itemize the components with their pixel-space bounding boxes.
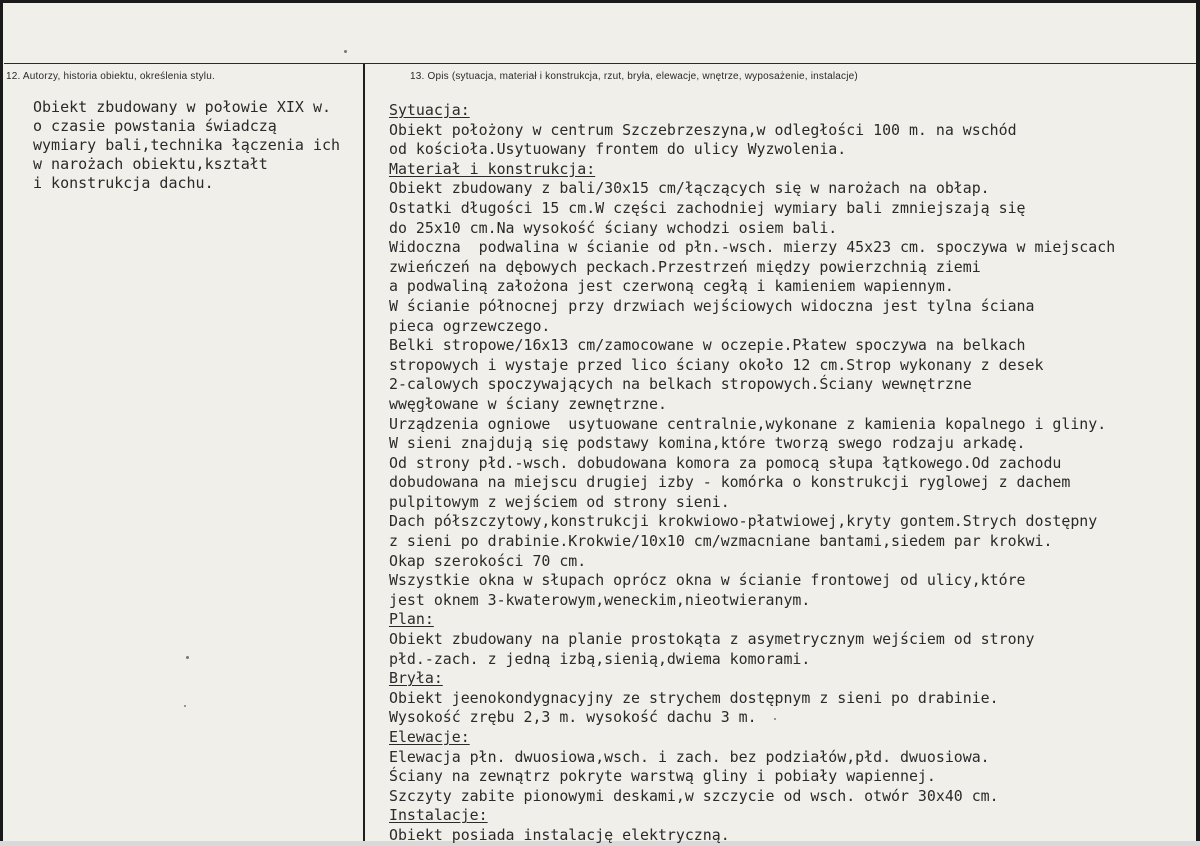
description-line: do 25x10 cm.Na wysokość ściany wchodzi osiem bali. (389, 218, 838, 237)
description-line: zwieńczeń na dębowych peckach.Przestrzeń między powierzchnią ziemi (389, 257, 981, 276)
section-heading: Instalacje: (389, 806, 488, 825)
left-column-header: 12. Autorzy, historia obiektu, określenia stylu. (6, 71, 215, 82)
description-line: Obiekt jeenokondygnacyjny ze strychem dostępnym z sieni po drabinie. (389, 688, 999, 707)
description-line: Urządzenia ogniowe usytuowane centralnie,wykonane z kamienia kopalnego i gliny. (389, 414, 1107, 433)
section-heading: Plan: (389, 610, 434, 629)
section-heading: Materiał i konstrukcja: (389, 159, 596, 178)
description-line: W ścianie północnej przy drzwiach wejściowych widoczna jest tylna ściana (389, 296, 1035, 315)
description-line: dobudowana na miejscu drugiej izby - komórka o konstrukcji ryglowej z dachem (389, 473, 1071, 492)
description-line: 2-calowych spoczywających na belkach stropowych.Ściany wewnętrzne (389, 375, 972, 394)
history-line: wymiary bali,technika łączenia ich (33, 136, 341, 154)
paper-speck (186, 656, 189, 659)
description-line: Obiekt położony w centrum Szczebrzeszyna,w odległości 100 m. na wschód (389, 120, 1017, 139)
description-line: Szczyty zabite pionowymi deskami,w szczycie od wsch. otwór 30x40 cm. (389, 786, 999, 805)
history-line: i konstrukcja dachu. (33, 174, 214, 192)
card-right-edge (1196, 0, 1200, 841)
description-line: W sieni znajdują się podstawy komina,które tworzą swego rodzaju arkadę. (389, 434, 1026, 453)
column-divider-line (363, 64, 365, 841)
description-line: Wysokość zrębu 2,3 m. wysokość dachu 3 m. (389, 708, 757, 727)
history-line: Obiekt zbudowany w połowie XIX w. (33, 98, 332, 116)
description-line: Obiekt zbudowany z bali/30x15 cm/łączących się w narożach na obłap. (389, 179, 990, 198)
description-line: pieca ogrzewczego. (389, 316, 551, 335)
paper-speck (344, 50, 347, 53)
description-line: Wszystkie okna w słupach oprócz okna w ścianie frontowej od ulicy,które (389, 571, 1026, 590)
description-line: Okap szerokości 70 cm. (389, 551, 587, 570)
section-heading: Elewacje: (389, 728, 470, 746)
description-line: Belki stropowe/16x13 cm/zamocowane w oczepie.Płatew spoczywa na belkach (389, 336, 1026, 355)
description-line: Widoczna podwalina w ścianie od płn.-wsch. mierzy 45x23 cm. spoczywa w miejscach (389, 238, 1116, 257)
card-top-edge (0, 0, 1200, 3)
description-line: z sieni po drabinie.Krokwie/10x10 cm/wzmacniane bantami,siedem par krokwi. (389, 532, 1053, 551)
card-left-edge (0, 0, 3, 841)
paper-speck (184, 705, 186, 707)
history-line: o czasie powstania świadczą (33, 117, 277, 135)
section-heading: Sytuacja: (389, 101, 470, 119)
description-line: Obiekt zbudowany na planie prostokąta z asymetrycznym wejściem od strony (389, 630, 1035, 649)
description-line: Ostatki długości 15 cm.W części zachodniej wymiary bali zmniejszają się (389, 198, 1026, 217)
header-divider-line (4, 63, 1196, 64)
description-line: a podwaliną założona jest czerwoną cegłą i kamieniem wapiennym. (389, 277, 954, 296)
description-line: Ściany na zewnątrz pokryte warstwą gliny i pobiały wapiennej. (389, 767, 936, 786)
description-line: Obiekt posiada instalację elektryczną. (389, 825, 730, 844)
description-line: stropowych i wystaje przed lico ściany około 12 cm.Strop wykonany z desek (389, 355, 1044, 374)
description-line: Od strony płd.-wsch. dobudowana komora za pomocą słupa łątkowego.Od zachodu (389, 453, 1062, 472)
description-line: jest oknem 3-kwaterowym,weneckim,nieotwieranym. (389, 590, 811, 609)
description-line: płd.-zach. z jedną izbą,sienią,dwiema komorami. (389, 649, 811, 668)
description-line: wwęgłowane w ściany zewnętrzne. (389, 394, 667, 413)
description-line: Dach półszczytowy,konstrukcji krokwiowo-płatwiowej,kryty gontem.Strych dostępny (389, 512, 1098, 531)
history-line: w narożach obiektu,kształt (33, 155, 268, 173)
history-text (33, 98, 340, 193)
section-heading: Bryła: (389, 669, 443, 688)
description-line: Elewacja płn. dwuosiowa,wsch. i zach. bez podziałów,płd. dwuosiowa. (389, 747, 990, 766)
description-line: od kościoła.Usytuowany frontem do ulicy Wyzwolenia. (389, 140, 847, 159)
description-line: pulpitowym z wejściem od strony sieni. (389, 492, 730, 511)
description-text (389, 101, 1115, 846)
right-column-header: 13. Opis (sytuacja, materiał i konstrukcja, rzut, bryła, elewacje, wnętrze, wyposażenie, instalacje) (410, 71, 858, 82)
